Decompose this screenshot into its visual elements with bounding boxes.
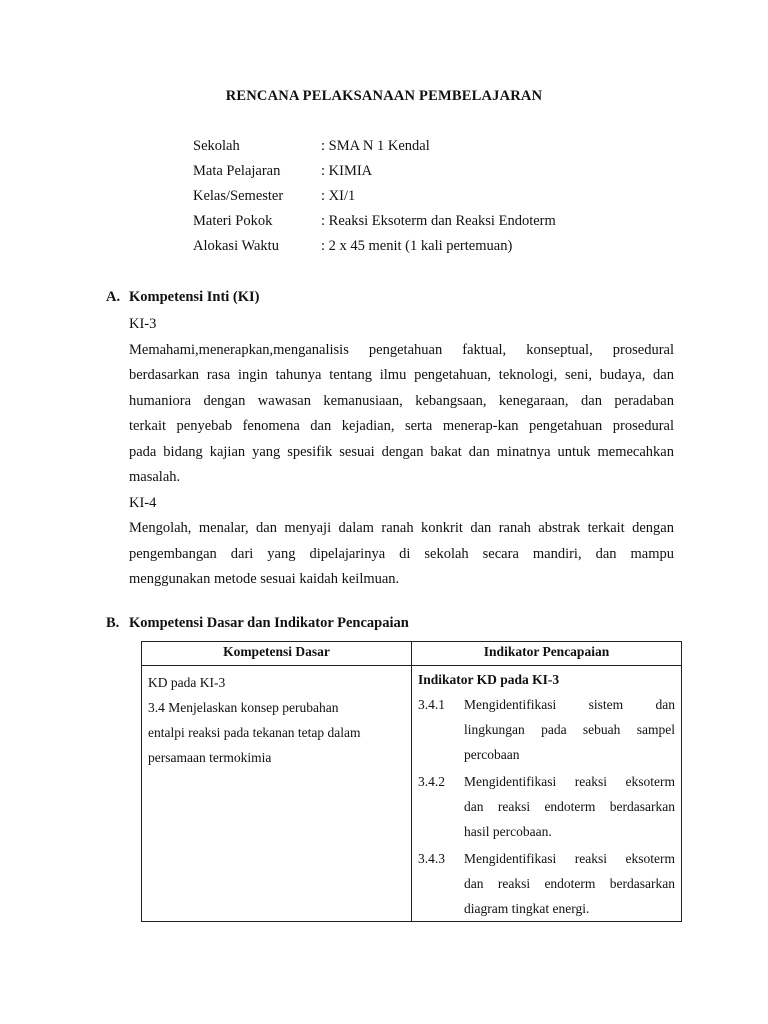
identity-value: : KIMIA bbox=[321, 163, 373, 179]
table-header-row bbox=[142, 642, 682, 666]
indicator-heading: Indikator KD pada KI-3 bbox=[418, 672, 560, 687]
identity-value: : Reaksi Eksoterm dan Reaksi Endoterm bbox=[321, 213, 556, 229]
ki3-text-line: humaniora dengan wawasan kemanusiaan, kebangsaan, kenegaraan, dan peradaban bbox=[129, 392, 674, 409]
ki3-text-line: terkait penyebab fenomena dan kejadian, serta menerap-kan pengetahuan prosedural bbox=[129, 418, 674, 434]
ki4-label: KI-4 bbox=[129, 494, 157, 511]
section-b-heading bbox=[106, 615, 409, 632]
indicator-line: diagram tingkat energi. bbox=[464, 901, 590, 916]
indicator-item bbox=[418, 846, 675, 921]
ki4-text-line: menggunakan metode sesuai kaidah keilmuan. bbox=[129, 571, 400, 587]
indicator-line: percobaan bbox=[464, 747, 520, 762]
indicator-line: dan reaksi endoterm berdasarkan bbox=[464, 799, 675, 814]
indicator-text bbox=[464, 846, 675, 921]
indicator-number: 3.4.1 bbox=[418, 697, 445, 712]
identity-value: : SMA N 1 Kendal bbox=[321, 138, 430, 154]
section-a-body bbox=[129, 314, 674, 595]
indicator-line: Mengidentifikasi reaksi eksoterm bbox=[464, 774, 675, 789]
identity-label: Alokasi Waktu bbox=[193, 238, 279, 254]
identity-label: Kelas/Semester bbox=[193, 188, 284, 204]
indicator-number: 3.4.3 bbox=[418, 851, 445, 866]
ki3-label: KI-3 bbox=[129, 316, 157, 332]
indicator-line: dan reaksi endoterm berdasarkan bbox=[464, 876, 675, 891]
table-header-kd: Kompetensi Dasar bbox=[142, 642, 412, 666]
indicator-text bbox=[464, 769, 675, 844]
indicator-line: Mengidentifikasi reaksi eksoterm bbox=[464, 851, 675, 866]
ki3-text-line: berdasarkan rasa ingin tahunya tentang ilmu pengetahuan, teknologi, seni, budaya, dan bbox=[129, 367, 674, 383]
identity-row-time bbox=[193, 236, 556, 261]
competency-table bbox=[141, 641, 682, 922]
ki3-text-line: masalah. bbox=[129, 469, 181, 485]
indicator-line: lingkungan pada sebuah sampel bbox=[464, 722, 675, 737]
kd-line: persamaan termokimia bbox=[148, 750, 272, 765]
section-title: Kompetensi Inti (KI) bbox=[129, 289, 260, 305]
identity-row-subject bbox=[193, 161, 556, 186]
indicator-item bbox=[418, 769, 675, 844]
ki3-text-line: Memahami,menerapkan,menganalisis pengetahuan faktual, konseptual, prosedural bbox=[129, 341, 674, 358]
section-title: Kompetensi Dasar dan Indikator Pencapaian bbox=[129, 615, 409, 631]
indicator-line: Mengidentifikasi sistem dan bbox=[464, 697, 675, 712]
kd-line: entalpi reaksi pada tekanan tetap dalam bbox=[148, 725, 361, 740]
identity-row-class bbox=[193, 186, 556, 211]
indicator-cell bbox=[412, 666, 682, 922]
identity-label: Materi Pokok bbox=[193, 213, 273, 229]
section-letter: A. bbox=[106, 289, 121, 305]
identity-label: Mata Pelajaran bbox=[193, 163, 281, 179]
ki4-text-line: pengembangan dari yang dipelajarinya di sekolah secara mandiri, dan mampu bbox=[129, 545, 674, 562]
kd-cell bbox=[142, 666, 412, 922]
kd-line: KD pada KI-3 bbox=[148, 675, 226, 690]
document-title: RENCANA PELAKSANAAN PEMBELAJARAN bbox=[225, 88, 543, 104]
identity-block bbox=[193, 136, 556, 261]
ki4-text-line: Mengolah, menalar, dan menyaji dalam ranah konkrit dan ranah abstrak terkait dengan bbox=[129, 520, 674, 536]
identity-row-school bbox=[193, 136, 556, 161]
identity-label: Sekolah bbox=[193, 138, 240, 154]
ki3-text-line: pada bidang kajian yang spesifik sesuai dengan bakat dan minatnya untuk memecahkan bbox=[129, 443, 674, 460]
indicator-line: hasil percobaan. bbox=[464, 824, 552, 839]
section-letter: B. bbox=[106, 615, 120, 631]
identity-row-topic bbox=[193, 211, 556, 236]
table-header-indicator: Indikator Pencapaian bbox=[412, 642, 682, 666]
identity-value: : 2 x 45 menit (1 kali pertemuan) bbox=[321, 238, 513, 254]
kd-line: 3.4 Menjelaskan konsep perubahan bbox=[148, 700, 339, 715]
indicator-item bbox=[418, 692, 675, 767]
indicator-text bbox=[464, 692, 675, 767]
table-row bbox=[142, 666, 682, 922]
section-a-heading bbox=[106, 289, 260, 306]
identity-value: : XI/1 bbox=[321, 188, 356, 204]
indicator-number: 3.4.2 bbox=[418, 774, 445, 789]
